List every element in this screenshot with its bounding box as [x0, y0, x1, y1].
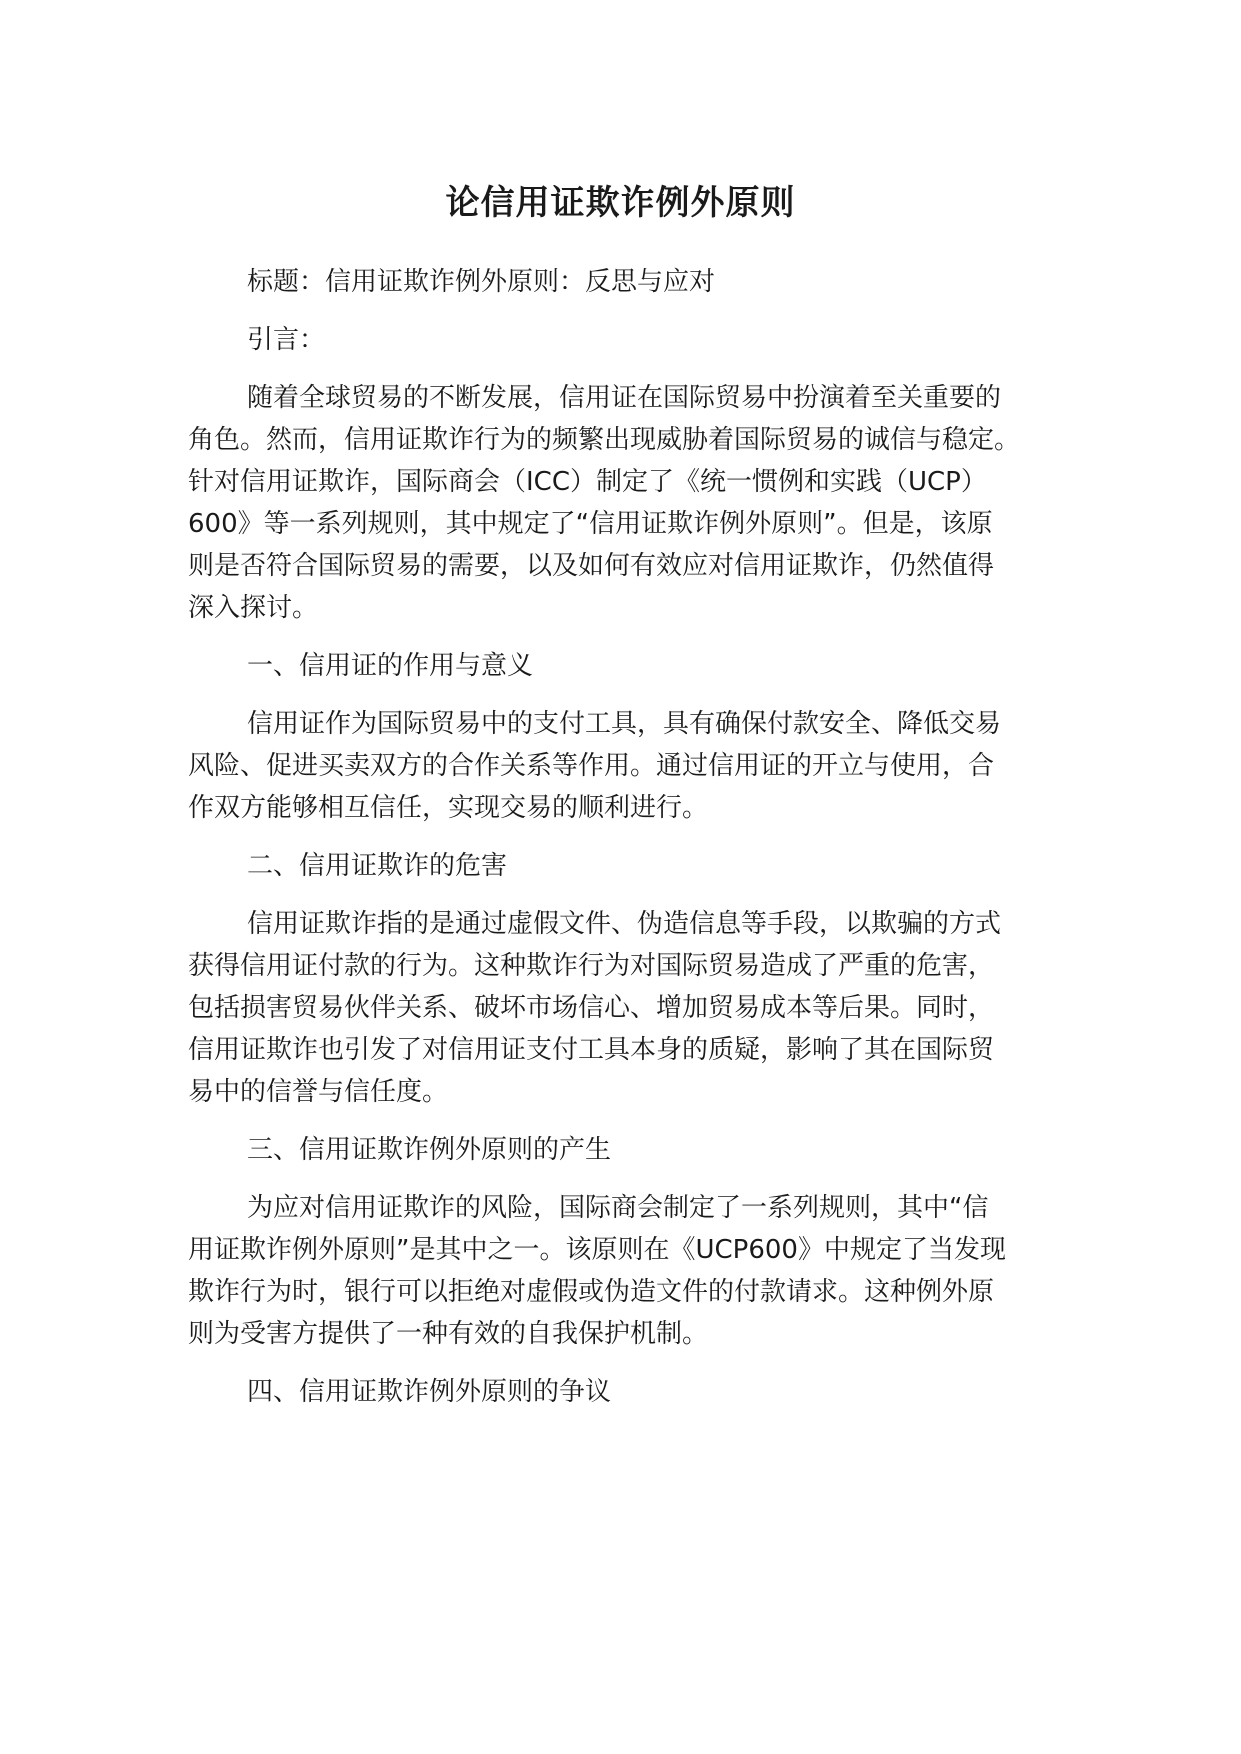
paragraph-line: 深入探讨。 — [188, 593, 319, 623]
paragraph-line: 信用证欺诈也引发了对信用证支付工具本身的质疑，影响了其在国际贸 — [188, 1035, 995, 1065]
paragraph-line: 获得信用证付款的行为。这种欺诈行为对国际贸易造成了严重的危害， — [188, 951, 995, 981]
paragraph-line: 欺诈行为时，银行可以拒绝对虚假或伪造文件的付款请求。这种例外原 — [188, 1277, 995, 1307]
paragraph-line: 风险、促进买卖双方的合作关系等作用。通过信用证的开立与使用，合 — [188, 751, 995, 781]
paragraph-line: 则为受害方提供了一种有效的自我保护机制。 — [188, 1319, 709, 1349]
paragraph-line: 600》等一系列规则，其中规定了“信用证欺诈例外原则”。但是，该原 — [188, 509, 993, 539]
paragraph-line: 为应对信用证欺诈的风险，国际商会制定了一系列规则，其中“信 — [247, 1193, 989, 1223]
paragraph-line: 易中的信誉与信任度。 — [188, 1077, 449, 1107]
section-heading: 三、信用证欺诈例外原则的产生 — [247, 1135, 612, 1165]
section-heading: 一、信用证的作用与意义 — [247, 651, 534, 681]
paragraph-line: 角色。然而，信用证欺诈行为的频繁出现威胁着国际贸易的诚信与稳定。 — [188, 425, 1021, 455]
paragraph-line: 则是否符合国际贸易的需要，以及如何有效应对信用证欺诈，仍然值得 — [188, 551, 995, 581]
document-title: 论信用证欺诈例外原则 — [445, 183, 796, 223]
section-heading: 二、信用证欺诈的危害 — [247, 851, 508, 881]
subtitle-line: 标题：信用证欺诈例外原则：反思与应对 — [247, 267, 716, 297]
intro-heading: 引言： — [247, 325, 326, 355]
paragraph-line: 用证欺诈例外原则”是其中之一。该原则在《UCP600》中规定了当发现 — [188, 1235, 1006, 1265]
paragraph-line: 作双方能够相互信任，实现交易的顺利进行。 — [188, 793, 709, 823]
section-heading: 四、信用证欺诈例外原则的争议 — [247, 1377, 612, 1407]
paragraph-line: 信用证作为国际贸易中的支付工具，具有确保付款安全、降低交易 — [247, 709, 1002, 739]
paragraph-line: 随着全球贸易的不断发展，信用证在国际贸易中扮演着至关重要的 — [247, 383, 1002, 413]
paragraph-line: 包括损害贸易伙伴关系、破坏市场信心、增加贸易成本等后果。同时， — [188, 993, 995, 1023]
paragraph-line: 针对信用证欺诈，国际商会（ICC）制定了《统一惯例和实践（UCP） — [188, 467, 987, 497]
paragraph-line: 信用证欺诈指的是通过虚假文件、伪造信息等手段，以欺骗的方式 — [247, 909, 1002, 939]
